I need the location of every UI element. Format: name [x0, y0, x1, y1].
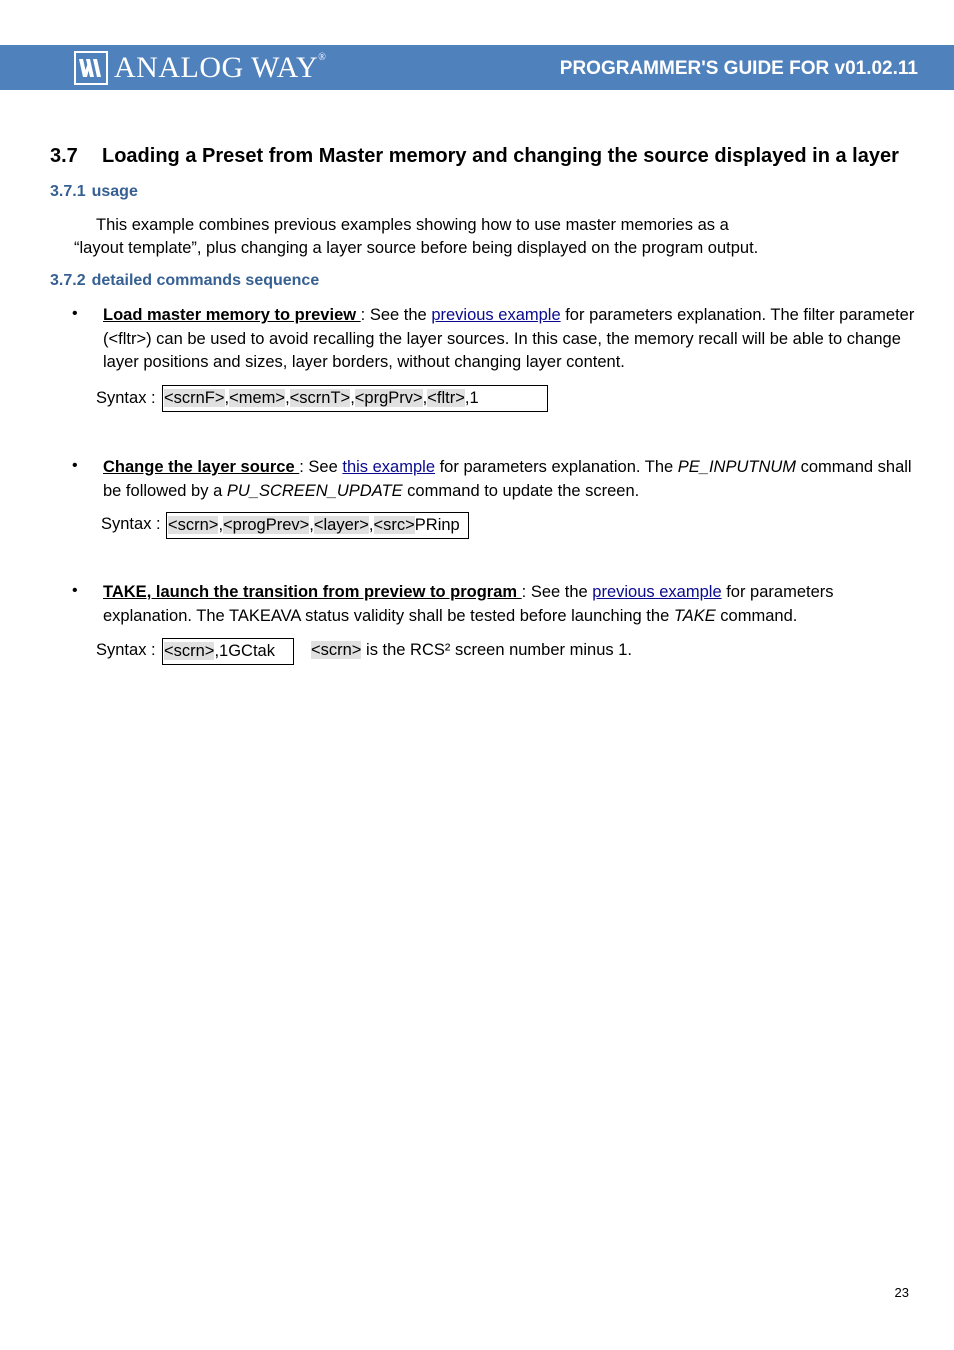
- syntax-literal: ,: [350, 389, 355, 407]
- screen-number-note: <scrn> is the RCS² screen number minus 1.: [311, 641, 632, 659]
- section-number: 3.7: [50, 145, 78, 167]
- section-title: Loading a Preset from Master memory and changing the source displayed in a layer: [102, 145, 899, 167]
- logo-mark-icon: [74, 51, 108, 85]
- syntax-literal: ,: [285, 389, 290, 407]
- syntax-label: Syntax :: [96, 641, 156, 659]
- syntax-literal: ,1GCtak: [214, 642, 275, 660]
- previous-example-link[interactable]: previous example: [431, 306, 561, 324]
- bullet-icon: •: [72, 305, 78, 322]
- syntax-parameter: <scrnT>: [289, 389, 351, 407]
- usage-title: usage: [91, 183, 138, 200]
- usage-line-2: “layout template”, plus changing a layer source before being displayed on the program output.: [74, 239, 759, 257]
- sequence-title: detailed commands sequence: [91, 272, 320, 289]
- bullet-icon: •: [72, 457, 78, 474]
- section-heading: [50, 145, 899, 168]
- syntax-label: Syntax :: [101, 515, 161, 533]
- step-load-master-memory: Load master memory to preview : See the previous example for parameters explanation. The filter parameter (<fltr>) can be used to avoid recalling the layer sources. In this case, the memory recall will be able to change layer positions and sizes, layer borders, without changing layer content.: [103, 306, 915, 371]
- syntax-label: Syntax :: [96, 389, 156, 407]
- syntax-parameter: <src>: [373, 516, 415, 534]
- usage-line-1: This example combines previous examples showing how to use master memories as a: [96, 216, 729, 234]
- this-example-link[interactable]: this example: [342, 458, 436, 476]
- syntax-code-box: [162, 385, 548, 412]
- previous-example-link[interactable]: previous example: [592, 583, 722, 601]
- bullet-icon: •: [72, 582, 78, 599]
- syntax-literal: ,: [422, 389, 428, 407]
- syntax-parameter: <progPrev>: [223, 516, 310, 534]
- syntax-parameter: <layer>: [313, 516, 369, 534]
- sequence-heading: [50, 272, 319, 290]
- page-number: 23: [894, 1285, 909, 1300]
- syntax-literal: ,: [309, 516, 314, 534]
- syntax-parameter: <scrnF>: [164, 389, 225, 407]
- step-title: Change the layer source: [103, 458, 300, 476]
- syntax-literal: ,: [218, 516, 224, 534]
- syntax-parameter: <scrn>: [164, 642, 215, 660]
- usage-number: 3.7.1: [50, 183, 86, 200]
- step-change-layer-source: Change the layer source : See this example for parameters explanation. The PE_INPUTNUM command shall be followed by a PU_SCREEN_UPDATE command to update the screen.: [103, 458, 912, 500]
- scrn-token: <scrn>: [311, 641, 362, 659]
- syntax-literal: ,: [224, 389, 230, 407]
- syntax-parameter: <mem>: [229, 389, 286, 407]
- sequence-number: 3.7.2: [50, 272, 86, 289]
- step-title: TAKE, launch the transition from preview to program: [103, 583, 522, 601]
- step-title: Load master memory to preview: [103, 306, 361, 324]
- syntax-parameter: <scrn>: [168, 516, 219, 534]
- page-header: [0, 45, 954, 90]
- step-take-transition: TAKE, launch the transition from preview to program : See the previous example for parameters explanation. The TAKEAVA status validity shall be tested before launching the TAKE command.: [103, 583, 834, 625]
- document-title: PROGRAMMER'S GUIDE FOR v01.02.11: [559, 58, 918, 79]
- syntax-literal: ,1: [464, 389, 479, 407]
- syntax-literal: PRinp: [414, 516, 460, 534]
- analog-way-logo: [74, 53, 326, 83]
- syntax-code-box: [162, 638, 294, 665]
- syntax-literal: ,: [368, 516, 374, 534]
- syntax-parameter: <prgPrv>: [354, 389, 423, 407]
- logo-text: ANALOG WAY®: [114, 51, 327, 84]
- syntax-code-box: [166, 512, 469, 539]
- syntax-parameter: <fltr>: [427, 389, 465, 407]
- usage-heading: [50, 183, 138, 201]
